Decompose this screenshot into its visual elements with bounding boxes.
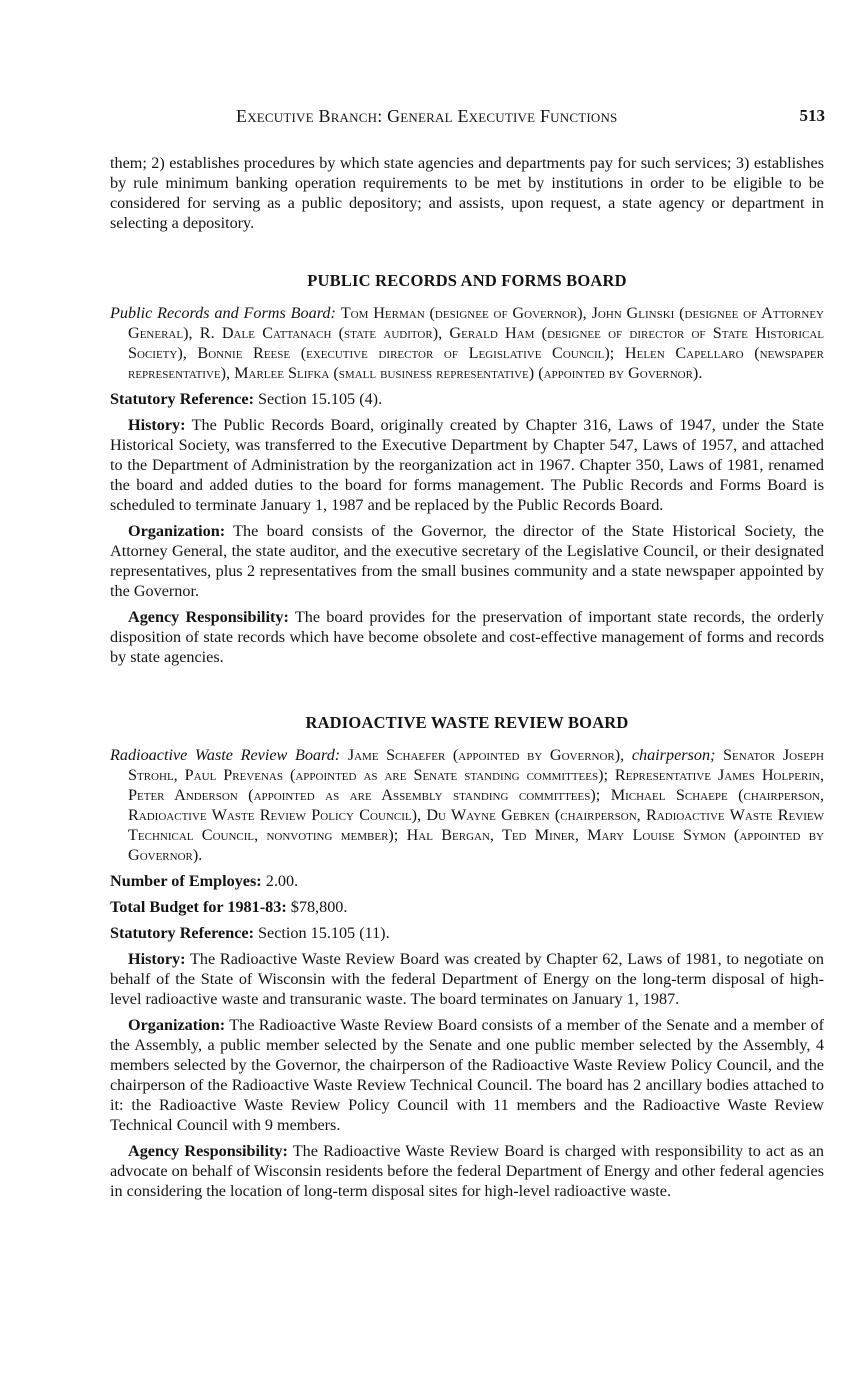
organization-label: Organization: bbox=[128, 522, 226, 540]
statutory-text: Section 15.105 (4). bbox=[258, 390, 383, 408]
page-body bbox=[110, 153, 824, 1201]
radioactive-history bbox=[110, 949, 824, 1009]
organization-label: Organization: bbox=[128, 1016, 226, 1034]
responsibility-label: Agency Responsibility: bbox=[128, 1142, 288, 1160]
radioactive-responsibility bbox=[110, 1141, 824, 1201]
history-label: History: bbox=[128, 950, 186, 968]
history-text: The Public Records Board, originally created by Chapter 316, Laws of 1947, under the State Historical Society, was transferred to the Executive Department by Chapter 547, Laws of 1957, and attached to the Department of Administration by the reorganization act in 1967. Chapter 350, Laws of 1981, renamed the board and added duties to the board for forms management. The Public Records and Forms Board is scheduled to terminate January 1, 1987 and be replaced by the Public Records Board. bbox=[110, 416, 824, 514]
radioactive-members-part2: Senator Joseph Strohl, Paul Prevenas (appointed as are Senate standing committees); Representative James Holperin, Peter Anderson (appointed as are Assembly standing committees); Michael Schaepe (chairperson, Radioactive Waste Review Policy Council), Du Wayne Gebken (chairperson, Radioactive Waste Review Technical Council, nonvoting member); Hal Bergan, Ted Miner, Mary Louise Symon (appointed by Governor). bbox=[128, 746, 824, 864]
responsibility-label: Agency Responsibility: bbox=[128, 608, 289, 626]
running-title: Executive Branch: General Executive Functions bbox=[236, 106, 618, 126]
public-records-members-label: Public Records and Forms Board: bbox=[110, 304, 336, 322]
history-label: History: bbox=[128, 416, 186, 434]
organization-text: The Radioactive Waste Review Board consists of a member of the Senate and a member of the Assembly, a public member selected by the Senate and one public member selected by the Assembly, 4 members selected by the Governor, the chairperson of the Radioactive Waste Review Policy Council, and the chairperson of the Radioactive Waste Review Technical Council. The board has 2 ancillary bodies attached to it: the Radioactive Waste Review Policy Council with 11 members and the Radioactive Waste Review Technical Council with 9 members. bbox=[110, 1016, 824, 1134]
statutory-text: Section 15.105 (11). bbox=[258, 924, 390, 942]
public-records-statutory bbox=[110, 389, 824, 409]
employees-text: 2.00. bbox=[265, 872, 299, 890]
radioactive-budget bbox=[110, 897, 824, 917]
budget-label: Total Budget for 1981-83: bbox=[110, 898, 287, 916]
public-records-heading: PUBLIC RECORDS AND FORMS BOARD bbox=[307, 271, 627, 290]
radioactive-members-part1: Jame Schaefer (appointed by Governor), bbox=[347, 746, 625, 764]
radioactive-employees bbox=[110, 871, 824, 891]
organization-text: The board consists of the Governor, the director of the State Historical Society, the Attorney General, the state auditor, and the executive secretary of the Legislative Council, or their designated representatives, plus 2 representatives from the small busines community and a state newspaper appointed by the Governor. bbox=[110, 522, 824, 600]
radioactive-members bbox=[110, 745, 824, 865]
running-header bbox=[0, 106, 859, 132]
statutory-label: Statutory Reference: bbox=[110, 390, 254, 408]
budget-text: $78,800. bbox=[290, 898, 348, 916]
public-records-members-text: Tom Herman (designee of Governor), John Glinski (designee of Attorney General), R. Dale Cattanach (state auditor), Gerald Ham (designee of director of State Historical Society), Bonnie Reese (executive director of Legislative Council); Helen Capellaro (newspaper representative), Marlee Slifka (small business representative) (appointed by Governor). bbox=[128, 304, 824, 382]
history-text: The Radioactive Waste Review Board was created by Chapter 62, Laws of 1981, to negotiate on behalf of the State of Wisconsin with the federal Department of Energy on the long-term disposal of high-level radioactive waste and transuranic waste. The board terminates on January 1, 1987. bbox=[110, 950, 824, 1008]
statutory-label: Statutory Reference: bbox=[110, 924, 254, 942]
radioactive-members-chair: chairperson; bbox=[631, 746, 716, 764]
employees-label: Number of Employes: bbox=[110, 872, 262, 890]
radioactive-organization bbox=[110, 1015, 824, 1135]
radioactive-statutory bbox=[110, 923, 824, 943]
responsibility-text: The Radioactive Waste Review Board is charged with responsibility to act as an advocate on behalf of Wisconsin residents before the federal Department of Energy and other federal agencies in considering the location of long-term disposal sites for high-level radioactive waste. bbox=[110, 1142, 825, 1200]
radioactive-heading: RADIOACTIVE WASTE REVIEW BOARD bbox=[305, 713, 629, 732]
public-records-organization bbox=[110, 521, 824, 601]
public-records-members bbox=[110, 303, 824, 383]
intro-paragraph: them; 2) establishes procedures by which state agencies and departments pay for such services; 3) establishes by rule minimum banking operation requirements to be met by institutions in order to be eligible to be considered for serving as a public depository; and assists, upon request, a state agency or department in selecting a depository. bbox=[110, 154, 824, 232]
page-number: 513 bbox=[799, 106, 825, 125]
public-records-responsibility bbox=[110, 607, 824, 667]
radioactive-members-label: Radioactive Waste Review Board: bbox=[110, 746, 341, 764]
public-records-history bbox=[110, 415, 824, 515]
responsibility-text: The board provides for the preservation of important state records, the orderly disposition of state records which have become obsolete and cost-effective management of forms and records by state agencies. bbox=[110, 608, 824, 666]
